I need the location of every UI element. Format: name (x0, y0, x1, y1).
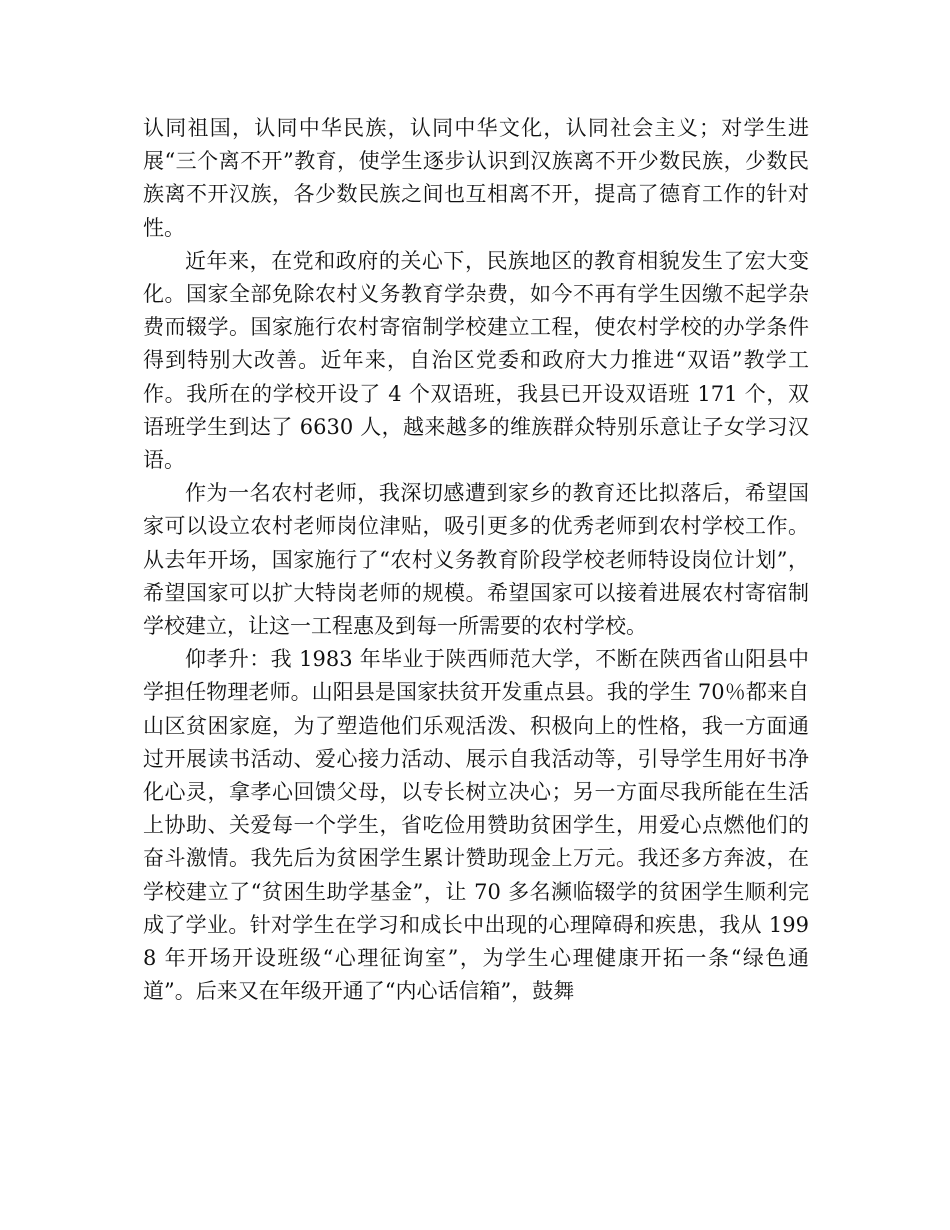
paragraph-3: 作为一名农村老师，我深切感遭到家乡的教育还比拟落后，希望国家可以设立农村老师岗位津贴，吸引更多的优秀老师到农村学校工作。从去年开场，国家施行了“农村义务教育阶段学校老师特设岗位计划”，希望国家可以扩大特岗老师的规模。希望国家可以接着进展农村寄宿制学校建立，让这一工程惠及到每一所需要的农村学校。 (143, 481, 809, 639)
paragraph-2: 近年来，在党和政府的关心下，民族地区的教育相貌发生了宏大变化。国家全部免除农村义务教育学杂费，如今不再有学生因缴不起学杂费而辍学。国家施行农村寄宿制学校建立工程，使农村学校的办学条件得到特别大改善。近年来，自治区党委和政府大力推进“双语”教学工作。我所在的学校开设了 4 个双语班，我县已开设双语班 171 个，双语班学生到达了 6630 人，越来越多的维族群众特别乐意让子女学习汉语。 (143, 248, 809, 473)
paragraph-1: 认同祖国，认同中华民族，认同中华文化，认同社会主义；对学生进展“三个离不开”教育，使学生逐步认识到汉族离不开少数民族，少数民族离不开汉族，各少数民族之间也互相离不开，提高了德育工作的针对性。 (143, 116, 809, 240)
document-body (143, 112, 809, 1008)
paragraph-4: 仰孝升：我 1983 年毕业于陕西师范大学，不断在陕西省山阳县中学担任物理老师。山阳县是国家扶贫开发重点县。我的学生 70％都来自山区贫困家庭，为了塑造他们乐观活泼、积极向上的性格，我一方面通过开展读书活动、爱心接力活动、展示自我活动等，引导学生用好书净化心灵，拿孝心回馈父母，以专长树立决心；另一方面尽我所能在生活上协助、关爱每一个学生，省吃俭用赞助贫困学生，用爱心点燃他们的奋斗激情。我先后为贫困学生累计赞助现金上万元。我还多方奔波，在学校建立了“贫困生助学基金”，让 70 多名濒临辍学的贫困学生顺利完成了学业。针对学生在学习和成长中出现的心理障碍和疾患，我从 1998 年开场开设班级“心理征询室”，为学生心理健康开拓一条“绿色通道”。后来又在年级开通了“内心话信箱”，鼓舞 (143, 647, 809, 1004)
